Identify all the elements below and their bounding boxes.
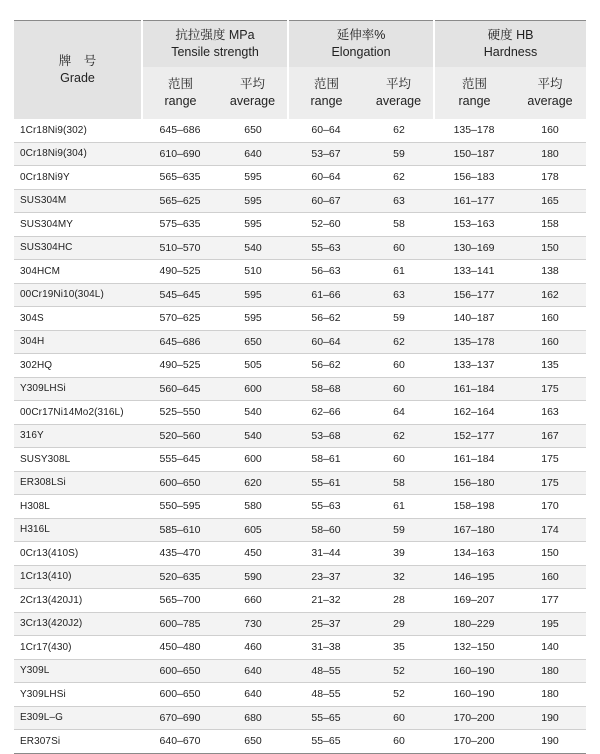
elongation-average-cell: 61 xyxy=(364,260,434,284)
hardness-range-cell: 170–200 xyxy=(434,730,514,754)
hardness-range-cell: 169–207 xyxy=(434,589,514,613)
tensile-range-cell: 545–645 xyxy=(142,283,218,307)
table-row xyxy=(14,565,586,589)
grade-cell: ER307Si xyxy=(14,730,142,754)
elongation-range-cell: 58–61 xyxy=(288,448,364,472)
table-row xyxy=(14,471,586,495)
table-row xyxy=(14,330,586,354)
hardness-average-cell: 162 xyxy=(514,283,586,307)
tensile-range-cell: 610–690 xyxy=(142,142,218,166)
hardness-average-cell: 167 xyxy=(514,424,586,448)
hardness-average-cell: 180 xyxy=(514,659,586,683)
elongation-average-cell: 28 xyxy=(364,589,434,613)
hardness-average-cell: 163 xyxy=(514,401,586,425)
grade-cell: ER308LSi xyxy=(14,471,142,495)
tensile-average-cell: 540 xyxy=(218,424,288,448)
elongation-average-cell: 58 xyxy=(364,213,434,237)
hardness-range-cell: 158–198 xyxy=(434,495,514,519)
grade-cell: SUSY308L xyxy=(14,448,142,472)
table-row xyxy=(14,307,586,331)
tensile-range-cell: 490–525 xyxy=(142,354,218,378)
hardness-range-cell: 161–177 xyxy=(434,189,514,213)
tensile-range-cell: 645–686 xyxy=(142,330,218,354)
elongation-average-cell: 63 xyxy=(364,283,434,307)
table-row xyxy=(14,119,586,142)
tensile-header-cn: 抗拉强度 MPa xyxy=(175,28,255,42)
elongation-range-cell: 55–65 xyxy=(288,730,364,754)
average-label-cn: 平均 xyxy=(537,77,563,91)
elongation-range-cell: 62–66 xyxy=(288,401,364,425)
elongation-range-cell: 58–68 xyxy=(288,377,364,401)
hardness-average-cell: 178 xyxy=(514,166,586,190)
grade-cell: 3Cr13(420J2) xyxy=(14,612,142,636)
table-row xyxy=(14,495,586,519)
table-row xyxy=(14,401,586,425)
hardness-header-en: Hardness xyxy=(483,45,538,59)
tensile-average-cell: 600 xyxy=(218,448,288,472)
range-label-en: range xyxy=(164,94,197,108)
grade-cell: 0Cr18Ni9Y xyxy=(14,166,142,190)
tensile-range-cell: 600–650 xyxy=(142,683,218,707)
range-label-en: range xyxy=(458,94,491,108)
hardness-average-cell: 138 xyxy=(514,260,586,284)
grade-cell: 0Cr13(410S) xyxy=(14,542,142,566)
hardness-average-cell: 158 xyxy=(514,213,586,237)
tensile-range-cell: 640–670 xyxy=(142,730,218,754)
average-label-en: average xyxy=(229,94,276,108)
elongation-range-cell: 60–64 xyxy=(288,119,364,142)
elongation-range-cell: 60–64 xyxy=(288,166,364,190)
hardness-average-cell: 180 xyxy=(514,142,586,166)
hardness-average-header xyxy=(514,67,586,119)
hardness-average-cell: 180 xyxy=(514,683,586,707)
tensile-average-cell: 505 xyxy=(218,354,288,378)
tensile-average-cell: 730 xyxy=(218,612,288,636)
tensile-range-cell: 435–470 xyxy=(142,542,218,566)
tensile-range-cell: 570–625 xyxy=(142,307,218,331)
hardness-range-cell: 160–190 xyxy=(434,683,514,707)
elongation-average-cell: 64 xyxy=(364,401,434,425)
table-row xyxy=(14,589,586,613)
table-row xyxy=(14,706,586,730)
tensile-header-en: Tensile strength xyxy=(171,45,259,59)
elongation-average-cell: 60 xyxy=(364,354,434,378)
elongation-range-cell: 48–55 xyxy=(288,683,364,707)
elongation-range-cell: 55–65 xyxy=(288,706,364,730)
grade-cell: 1Cr17(430) xyxy=(14,636,142,660)
elongation-range-cell: 21–32 xyxy=(288,589,364,613)
hardness-average-cell: 140 xyxy=(514,636,586,660)
hardness-range-cell: 156–183 xyxy=(434,166,514,190)
elongation-range-cell: 53–68 xyxy=(288,424,364,448)
grade-column-header xyxy=(14,21,142,120)
table-row xyxy=(14,542,586,566)
table-row xyxy=(14,659,586,683)
hardness-range-cell: 134–163 xyxy=(434,542,514,566)
tensile-average-cell: 540 xyxy=(218,401,288,425)
tensile-average-cell: 605 xyxy=(218,518,288,542)
grade-cell: H308L xyxy=(14,495,142,519)
grade-header-cn: 牌 号 xyxy=(58,54,97,68)
tensile-range-cell: 600–785 xyxy=(142,612,218,636)
hardness-range-cell: 161–184 xyxy=(434,377,514,401)
grade-cell: SUS304M xyxy=(14,189,142,213)
tensile-average-cell: 590 xyxy=(218,565,288,589)
elongation-average-cell: 52 xyxy=(364,683,434,707)
hardness-range-cell: 161–184 xyxy=(434,448,514,472)
hardness-range-cell: 135–178 xyxy=(434,330,514,354)
average-label-en: average xyxy=(375,94,422,108)
hardness-group-header xyxy=(434,21,586,68)
elongation-range-cell: 56–63 xyxy=(288,260,364,284)
tensile-range-cell: 520–635 xyxy=(142,565,218,589)
table-row xyxy=(14,518,586,542)
hardness-range-cell: 156–180 xyxy=(434,471,514,495)
grade-cell: H316L xyxy=(14,518,142,542)
tensile-range-cell: 520–560 xyxy=(142,424,218,448)
tensile-range-cell: 575–635 xyxy=(142,213,218,237)
elongation-average-cell: 60 xyxy=(364,706,434,730)
hardness-range-cell: 133–141 xyxy=(434,260,514,284)
grade-cell: 00Cr19Ni10(304L) xyxy=(14,283,142,307)
table-row xyxy=(14,354,586,378)
elongation-average-header xyxy=(364,67,434,119)
tensile-average-cell: 460 xyxy=(218,636,288,660)
hardness-average-cell: 150 xyxy=(514,542,586,566)
elongation-average-cell: 59 xyxy=(364,518,434,542)
tensile-average-header xyxy=(218,67,288,119)
tensile-range-cell: 670–690 xyxy=(142,706,218,730)
grade-cell: Y309LHSi xyxy=(14,683,142,707)
range-label-cn: 范围 xyxy=(167,77,193,91)
hardness-range-cell: 180–229 xyxy=(434,612,514,636)
elongation-range-cell: 48–55 xyxy=(288,659,364,683)
elongation-header-en: Elongation xyxy=(331,45,391,59)
hardness-range-cell: 170–200 xyxy=(434,706,514,730)
tensile-average-cell: 540 xyxy=(218,236,288,260)
tensile-average-cell: 640 xyxy=(218,659,288,683)
tensile-range-cell: 510–570 xyxy=(142,236,218,260)
tensile-average-cell: 650 xyxy=(218,730,288,754)
elongation-range-cell: 53–67 xyxy=(288,142,364,166)
grade-cell: 316Y xyxy=(14,424,142,448)
hardness-range-cell: 132–150 xyxy=(434,636,514,660)
hardness-range-cell: 162–164 xyxy=(434,401,514,425)
tensile-average-cell: 580 xyxy=(218,495,288,519)
tensile-range-header xyxy=(142,67,218,119)
grade-cell: E309L–G xyxy=(14,706,142,730)
hardness-average-cell: 160 xyxy=(514,307,586,331)
hardness-average-cell: 190 xyxy=(514,730,586,754)
tensile-group-header xyxy=(142,21,288,68)
elongation-range-cell: 23–37 xyxy=(288,565,364,589)
tensile-average-cell: 595 xyxy=(218,213,288,237)
grade-cell: 1Cr18Ni9(302) xyxy=(14,119,142,142)
elongation-range-cell: 56–62 xyxy=(288,307,364,331)
elongation-range-cell: 60–64 xyxy=(288,330,364,354)
grade-header-en: Grade xyxy=(60,71,95,85)
hardness-range-cell: 133–137 xyxy=(434,354,514,378)
elongation-range-cell: 60–67 xyxy=(288,189,364,213)
table-row xyxy=(14,636,586,660)
table-row xyxy=(14,448,586,472)
elongation-average-cell: 32 xyxy=(364,565,434,589)
hardness-average-cell: 174 xyxy=(514,518,586,542)
elongation-average-cell: 60 xyxy=(364,730,434,754)
elongation-range-cell: 58–60 xyxy=(288,518,364,542)
elongation-average-cell: 29 xyxy=(364,612,434,636)
elongation-average-cell: 59 xyxy=(364,142,434,166)
tensile-average-cell: 600 xyxy=(218,377,288,401)
grade-cell: Y309LHSi xyxy=(14,377,142,401)
hardness-average-cell: 135 xyxy=(514,354,586,378)
hardness-average-cell: 190 xyxy=(514,706,586,730)
elongation-average-cell: 60 xyxy=(364,448,434,472)
elongation-range-cell: 55–63 xyxy=(288,236,364,260)
tensile-average-cell: 680 xyxy=(218,706,288,730)
table-row xyxy=(14,612,586,636)
tensile-average-cell: 450 xyxy=(218,542,288,566)
grade-cell: SUS304HC xyxy=(14,236,142,260)
grade-cell: 304H xyxy=(14,330,142,354)
tensile-average-cell: 620 xyxy=(218,471,288,495)
tensile-average-cell: 510 xyxy=(218,260,288,284)
tensile-range-cell: 585–610 xyxy=(142,518,218,542)
elongation-group-header xyxy=(288,21,434,68)
grade-cell: 1Cr13(410) xyxy=(14,565,142,589)
range-label-en: range xyxy=(310,94,343,108)
tensile-range-cell: 490–525 xyxy=(142,260,218,284)
hardness-range-cell: 135–178 xyxy=(434,119,514,142)
table-row xyxy=(14,683,586,707)
tensile-range-cell: 600–650 xyxy=(142,659,218,683)
tensile-average-cell: 595 xyxy=(218,166,288,190)
grade-cell: 304HCM xyxy=(14,260,142,284)
tensile-range-cell: 565–635 xyxy=(142,166,218,190)
hardness-range-cell: 156–177 xyxy=(434,283,514,307)
grade-cell: 2Cr13(420J1) xyxy=(14,589,142,613)
elongation-range-cell: 61–66 xyxy=(288,283,364,307)
grade-cell: 302HQ xyxy=(14,354,142,378)
table-row xyxy=(14,236,586,260)
hardness-average-cell: 195 xyxy=(514,612,586,636)
elongation-average-cell: 62 xyxy=(364,424,434,448)
elongation-range-cell: 31–44 xyxy=(288,542,364,566)
table-row xyxy=(14,377,586,401)
elongation-range-cell: 31–38 xyxy=(288,636,364,660)
tensile-range-cell: 645–686 xyxy=(142,119,218,142)
tensile-range-cell: 600–650 xyxy=(142,471,218,495)
table-body xyxy=(14,119,586,753)
hardness-average-cell: 175 xyxy=(514,471,586,495)
hardness-range-cell: 167–180 xyxy=(434,518,514,542)
hardness-range-cell: 150–187 xyxy=(434,142,514,166)
tensile-range-cell: 565–625 xyxy=(142,189,218,213)
hardness-range-cell: 152–177 xyxy=(434,424,514,448)
elongation-average-cell: 59 xyxy=(364,307,434,331)
header-row-top xyxy=(14,21,586,68)
tensile-average-cell: 650 xyxy=(218,330,288,354)
hardness-average-cell: 177 xyxy=(514,589,586,613)
hardness-range-cell: 140–187 xyxy=(434,307,514,331)
elongation-range-cell: 56–62 xyxy=(288,354,364,378)
elongation-average-cell: 62 xyxy=(364,119,434,142)
table-row xyxy=(14,424,586,448)
hardness-average-cell: 175 xyxy=(514,377,586,401)
elongation-average-cell: 35 xyxy=(364,636,434,660)
elongation-average-cell: 60 xyxy=(364,236,434,260)
elongation-range-cell: 52–60 xyxy=(288,213,364,237)
grade-cell: 0Cr18Ni9(304) xyxy=(14,142,142,166)
tensile-average-cell: 640 xyxy=(218,142,288,166)
hardness-range-header xyxy=(434,67,514,119)
hardness-average-cell: 170 xyxy=(514,495,586,519)
tensile-range-cell: 555–645 xyxy=(142,448,218,472)
tensile-range-cell: 560–645 xyxy=(142,377,218,401)
table-row xyxy=(14,213,586,237)
tensile-range-cell: 450–480 xyxy=(142,636,218,660)
range-label-cn: 范围 xyxy=(462,77,488,91)
hardness-range-cell: 160–190 xyxy=(434,659,514,683)
table-row xyxy=(14,166,586,190)
elongation-average-cell: 39 xyxy=(364,542,434,566)
elongation-average-cell: 60 xyxy=(364,377,434,401)
tensile-average-cell: 660 xyxy=(218,589,288,613)
tensile-range-cell: 565–700 xyxy=(142,589,218,613)
table-row xyxy=(14,189,586,213)
tensile-average-cell: 595 xyxy=(218,307,288,331)
tensile-average-cell: 650 xyxy=(218,119,288,142)
hardness-average-cell: 160 xyxy=(514,565,586,589)
average-label-cn: 平均 xyxy=(239,77,265,91)
grade-cell: 00Cr17Ni14Mo2(316L) xyxy=(14,401,142,425)
average-label-en: average xyxy=(527,94,573,108)
grade-cell: 304S xyxy=(14,307,142,331)
tensile-average-cell: 595 xyxy=(218,189,288,213)
elongation-average-cell: 58 xyxy=(364,471,434,495)
table-row xyxy=(14,283,586,307)
table-row xyxy=(14,260,586,284)
tensile-range-cell: 550–595 xyxy=(142,495,218,519)
elongation-average-cell: 63 xyxy=(364,189,434,213)
elongation-range-cell: 55–63 xyxy=(288,495,364,519)
tensile-average-cell: 595 xyxy=(218,283,288,307)
hardness-header-cn: 硬度 HB xyxy=(487,28,534,42)
elongation-average-cell: 52 xyxy=(364,659,434,683)
properties-table xyxy=(14,20,586,754)
tensile-range-cell: 525–550 xyxy=(142,401,218,425)
elongation-range-header xyxy=(288,67,364,119)
average-label-cn: 平均 xyxy=(386,77,412,91)
hardness-average-cell: 175 xyxy=(514,448,586,472)
grade-cell: Y309L xyxy=(14,659,142,683)
table-row xyxy=(14,142,586,166)
table-row xyxy=(14,730,586,754)
range-label-cn: 范围 xyxy=(313,77,339,91)
elongation-header-cn: 延伸率% xyxy=(336,28,386,42)
hardness-range-cell: 153–163 xyxy=(434,213,514,237)
hardness-average-cell: 165 xyxy=(514,189,586,213)
hardness-range-cell: 130–169 xyxy=(434,236,514,260)
hardness-average-cell: 160 xyxy=(514,119,586,142)
elongation-average-cell: 62 xyxy=(364,330,434,354)
elongation-average-cell: 61 xyxy=(364,495,434,519)
hardness-average-cell: 150 xyxy=(514,236,586,260)
tensile-average-cell: 640 xyxy=(218,683,288,707)
hardness-average-cell: 160 xyxy=(514,330,586,354)
grade-cell: SUS304MY xyxy=(14,213,142,237)
elongation-range-cell: 25–37 xyxy=(288,612,364,636)
elongation-range-cell: 55–61 xyxy=(288,471,364,495)
elongation-average-cell: 62 xyxy=(364,166,434,190)
hardness-range-cell: 146–195 xyxy=(434,565,514,589)
